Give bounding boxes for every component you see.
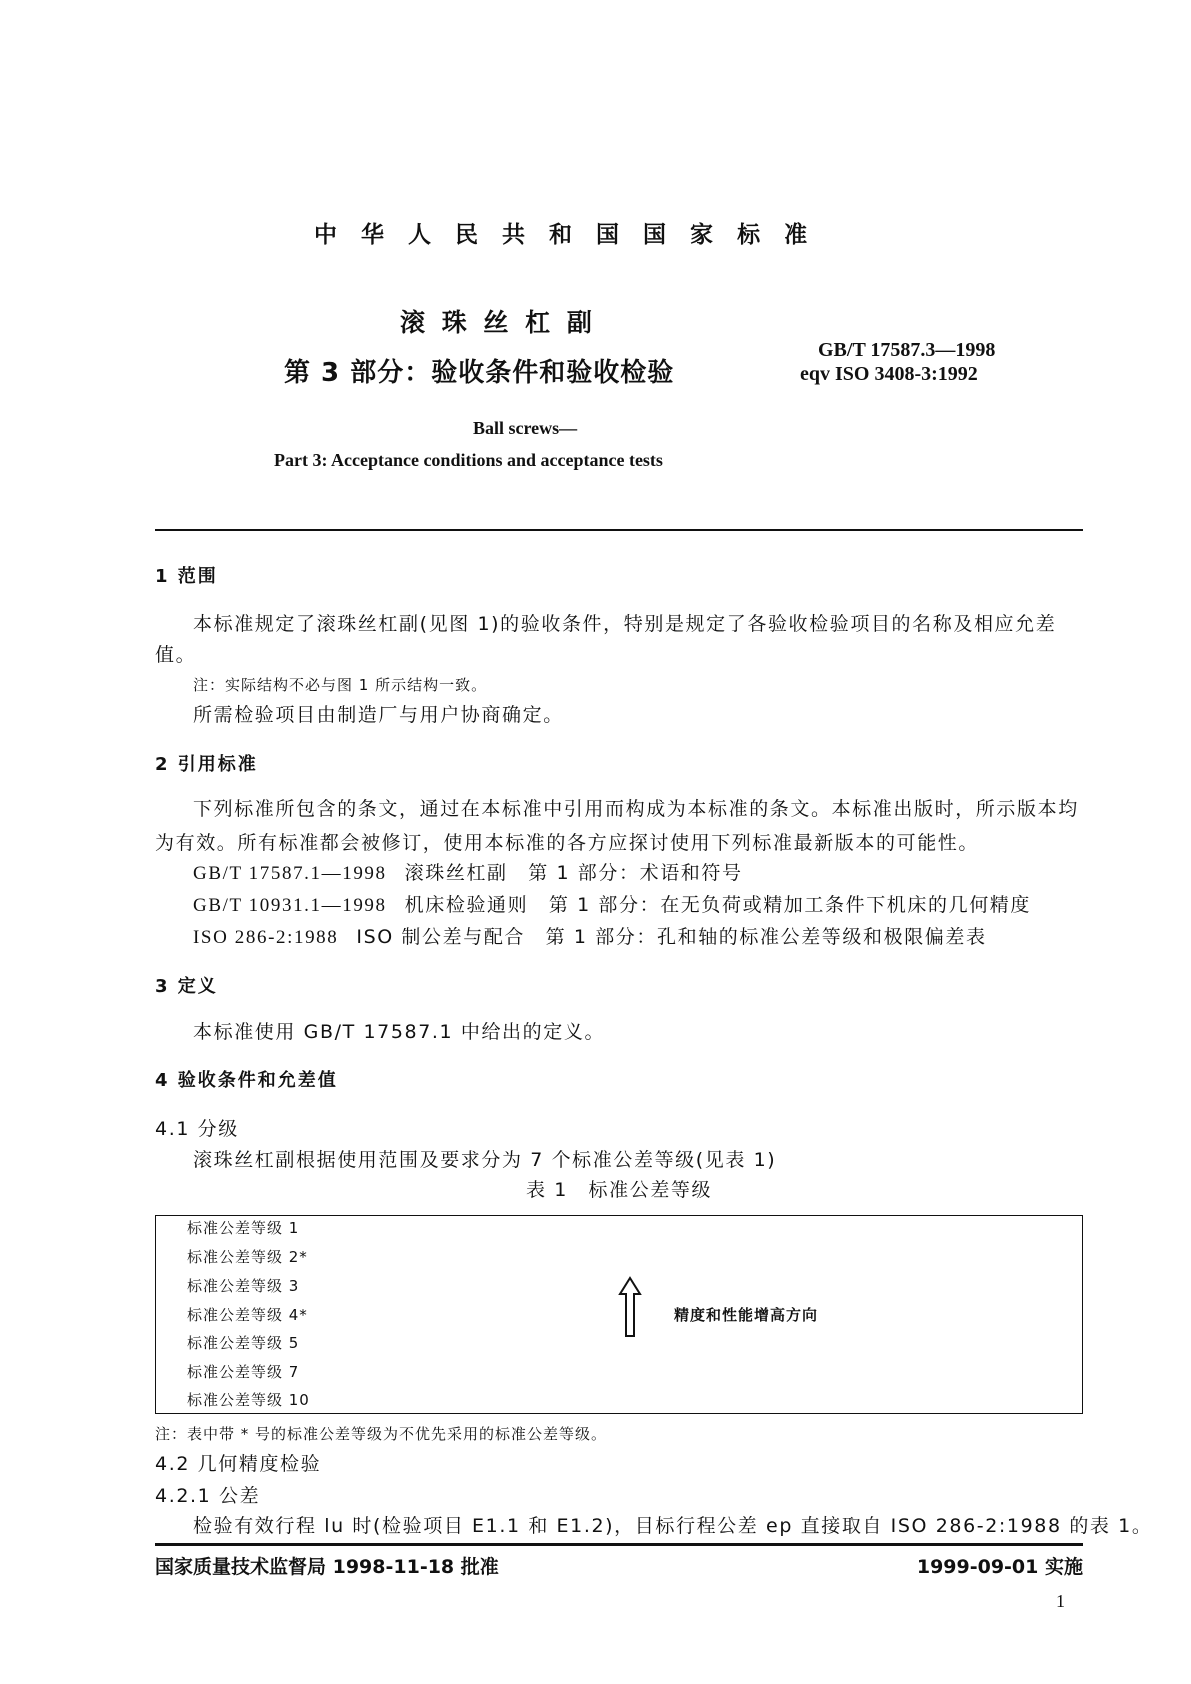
footer-rule: [155, 1543, 1083, 1546]
table-row: 标准公差等级 10: [187, 1391, 310, 1409]
page-number: 1: [1056, 1591, 1065, 1611]
title-en-line1: Ball screws—: [473, 418, 578, 438]
title-cn-line1: 滚 珠 丝 杠 副: [400, 308, 596, 337]
section-4-1-heading: 4.1 分级: [155, 1118, 239, 1140]
section-2-para-line1: 下列标准所包含的条文，通过在本标准中引用而构成为本标准的条文。本标准出版时，所示版本均: [193, 798, 1079, 820]
reference-code: ISO 286-2:1988: [193, 927, 339, 948]
reference-title: ISO 制公差与配合 第 1 部分：孔和轴的标准公差等级和极限偏差表: [356, 926, 987, 948]
table-row: 标准公差等级 1: [187, 1219, 300, 1237]
standard-number: GB/T 17587.3—1998: [818, 339, 996, 361]
table-row: 标准公差等级 4*: [187, 1306, 308, 1324]
reference-code: GB/T 10931.1—1998: [193, 895, 387, 916]
table-row: 标准公差等级 5: [187, 1334, 300, 1352]
section-1-para-line2: 值。: [155, 644, 197, 666]
section-4-1-para: 滚珠丝杠副根据使用范围及要求分为 7 个标准公差等级(见表 1): [193, 1149, 777, 1171]
section-1-note: 注：实际结构不必与图 1 所示结构一致。: [193, 676, 488, 694]
table-row: 标准公差等级 3: [187, 1277, 300, 1295]
arrow-label: 精度和性能增高方向: [674, 1306, 819, 1324]
section-1-heading: 1 范围: [155, 566, 218, 587]
tolerance-grade-table: [155, 1215, 1083, 1414]
section-1-para-line1: 本标准规定了滚珠丝杠副(见图 1)的验收条件，特别是规定了各验收检验项目的名称及相应允差: [193, 613, 1057, 635]
section-3-heading: 3 定义: [155, 976, 218, 997]
section-1-para2: 所需检验项目由制造厂与用户协商确定。: [193, 704, 564, 726]
reference-item: [193, 928, 987, 947]
section-4-2-heading: 4.2 几何精度检验: [155, 1453, 322, 1475]
reference-title: 滚珠丝杠副 第 1 部分：术语和符号: [404, 862, 743, 884]
table-note: 注：表中带 * 号的标准公差等级为不优先采用的标准公差等级。: [155, 1425, 608, 1443]
reference-code: GB/T 17587.1—1998: [193, 863, 387, 884]
table-row: 标准公差等级 2*: [187, 1248, 308, 1266]
reference-item: [193, 896, 1031, 915]
section-4-2-1-heading: 4.2.1 公差: [155, 1485, 261, 1507]
title-cn-line2: 第 3 部分：验收条件和验收检验: [284, 358, 675, 388]
section-4-2-1-para: 检验有效行程 lu 时(检验项目 E1.1 和 E1.2)，目标行程公差 ep 直接取自 ISO 286-2:1988 的表 1。: [193, 1515, 1153, 1537]
reference-item: [193, 864, 743, 883]
section-4-heading: 4 验收条件和允差值: [155, 1070, 338, 1091]
section-2-heading: 2 引用标准: [155, 754, 258, 775]
approval-date: 国家质量技术监督局 1998-11-18 批准: [155, 1556, 499, 1578]
up-arrow-icon: [618, 1276, 642, 1338]
reference-title: 机床检验通则 第 1 部分：在无负荷或精加工条件下机床的几何精度: [404, 894, 1032, 916]
effective-date: 1999-09-01 实施: [916, 1556, 1083, 1578]
table-row: 标准公差等级 7: [187, 1363, 300, 1381]
header-rule: [155, 529, 1083, 531]
title-en-line2: Part 3: Acceptance conditions and acceptance tests: [274, 450, 663, 470]
table-caption: 表 1 标准公差等级: [526, 1179, 713, 1201]
section-3-para: 本标准使用 GB/T 17587.1 中给出的定义。: [193, 1021, 606, 1043]
section-2-para-line2: 为有效。所有标准都会被修订，使用本标准的各方应探讨使用下列标准最新版本的可能性。: [155, 832, 980, 854]
national-standard-heading: 中 华 人 民 共 和 国 国 家 标 准: [314, 222, 816, 248]
equivalent-standard: eqv ISO 3408-3:1992: [800, 363, 978, 385]
